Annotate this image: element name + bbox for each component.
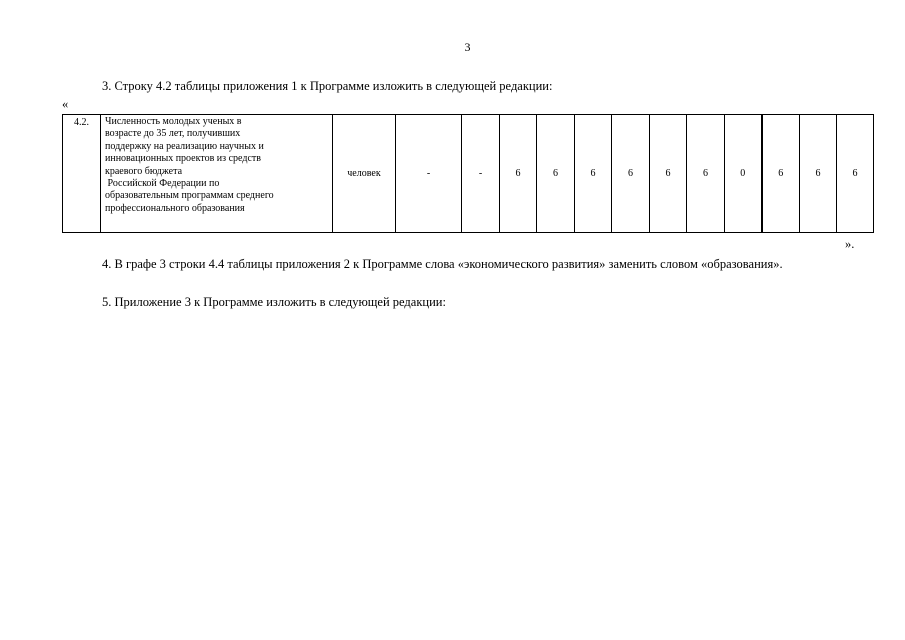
unit-cell: человек [333, 115, 396, 233]
value-cell: 6 [650, 115, 687, 233]
indicator-line: Российской Федерации по [105, 178, 220, 190]
indicator-line: возрасте до 35 лет, получивших [105, 128, 241, 140]
opening-quote: « [62, 97, 69, 111]
indicator-line: Численность молодых ученых в [105, 116, 242, 127]
value-cell: 6 [500, 115, 537, 233]
indicator-line: образовательным программам среднего [105, 190, 274, 202]
value-cell: 6 [762, 115, 800, 233]
indicator-name-cell [101, 115, 333, 233]
value-cell: - [396, 115, 462, 233]
value-cell: 6 [612, 115, 650, 233]
paragraph-3: 3. Строку 4.2 таблицы приложения 1 к Программе изложить в следующей редакции: [102, 79, 553, 93]
row-number-cell: 4.2. [63, 115, 101, 233]
value-cell: 6 [575, 115, 612, 233]
page-number: 3 [464, 40, 471, 54]
paragraph-4: 4. В графе 3 строки 4.4 таблицы приложения 2 к Программе слова «экономического развития» заменить словом «образования». [102, 257, 783, 271]
amendment-table [62, 114, 874, 233]
value-cell: 6 [537, 115, 575, 233]
indicator-line: краевого бюджета [105, 165, 183, 177]
closing-quote: ». [845, 237, 855, 251]
value-cell: - [462, 115, 500, 233]
indicator-line: профессионального образования [105, 202, 245, 214]
value-cell: 6 [837, 115, 874, 233]
indicator-line: поддержку на реализацию научных и [105, 140, 264, 152]
paragraph-5: 5. Приложение 3 к Программе изложить в следующей редакции: [102, 295, 446, 309]
table-row [63, 115, 874, 233]
value-cell: 6 [687, 115, 725, 233]
value-cell: 0 [725, 115, 762, 233]
value-cell: 6 [800, 115, 837, 233]
indicator-line: инновационных проектов из средств [105, 153, 261, 165]
